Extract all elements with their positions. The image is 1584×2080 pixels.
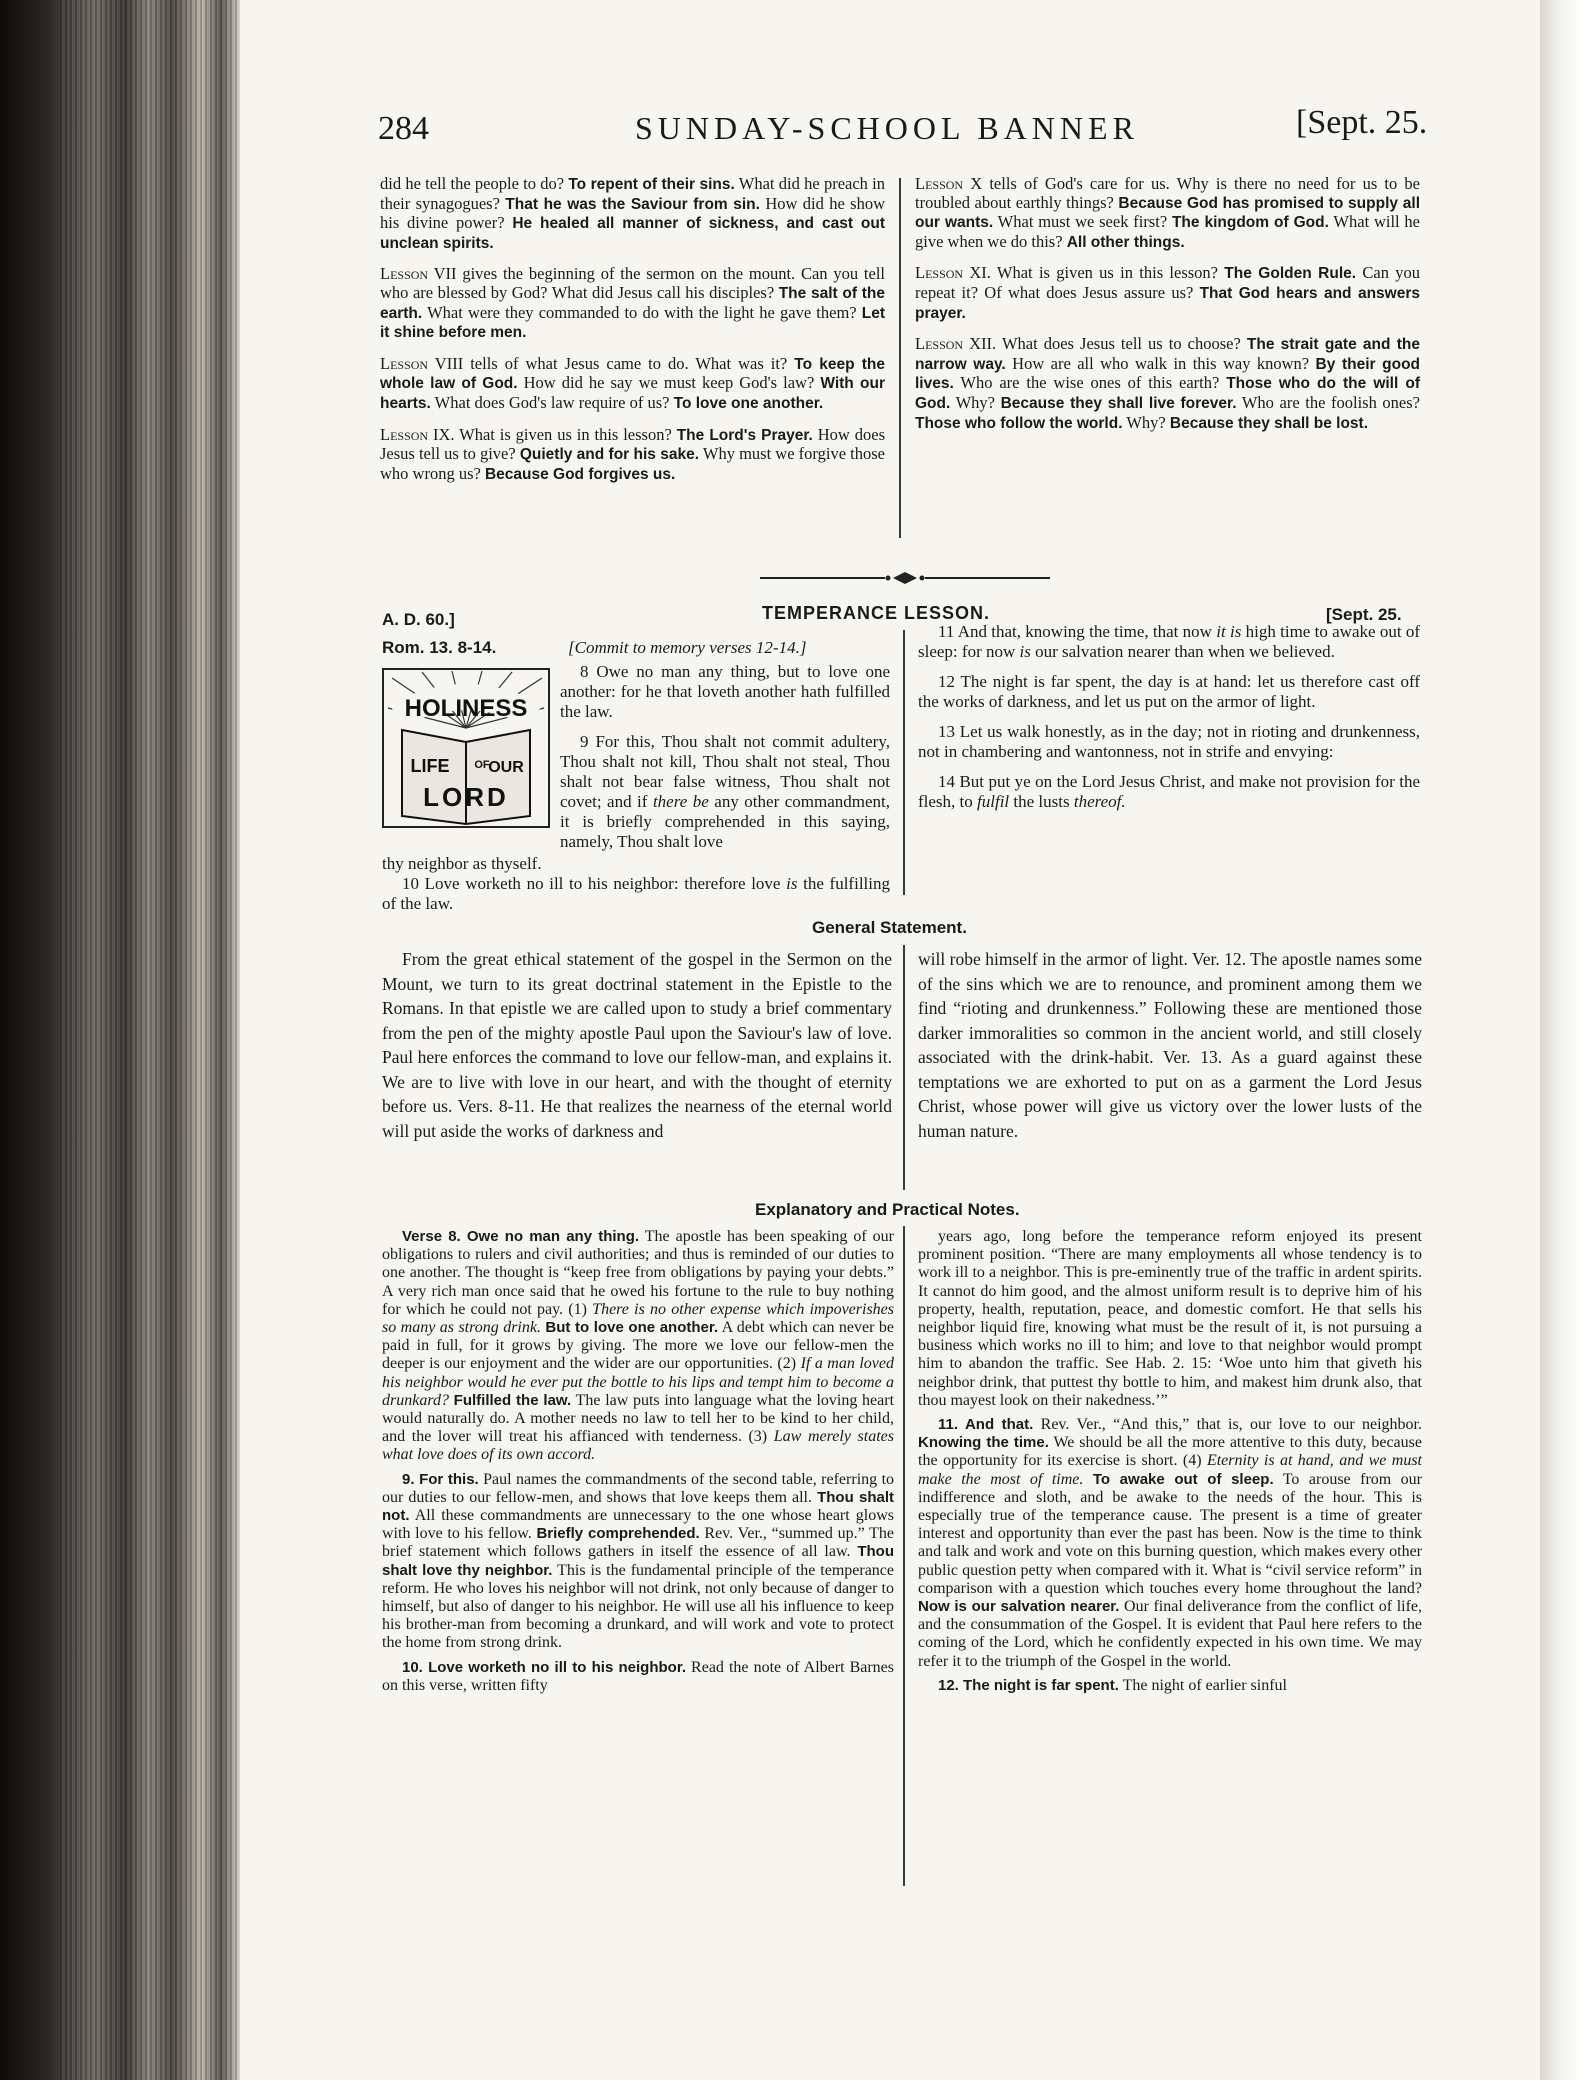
- paragraph: [918, 722, 1420, 762]
- bold-run: 11. And that.: [938, 1416, 1034, 1434]
- bold-run: He healed all manner of sickness, and cast out unclean spirits.: [380, 215, 886, 252]
- paragraph: [380, 265, 885, 342]
- bold-run: 12. The night is far spent.: [938, 1676, 1119, 1694]
- text-run: years ago, long before the temperance reform enjoyed its present prominent position. “There are many employments all whose tendency is to work ill to a neighbor. This is pre-eminently true of the traffic in ardent spirits. It cannot do him good, and the almost uniform result is to deprive him of his property, health, reputation, peace, and domestic comfort. He that sells his neighbor liquid fire, knowing what must be the result of it, is not pursuing a business which works no ill to him; and love to that neighbor would prompt him to abandon the traffic. See Hab. 2. 15: ‘Woe unto him that giveth his neighbor drink, that puttest thy bottle to him, and makest him drunk also, that thou mayest look on their nakedness.’”: [918, 1228, 1422, 1409]
- bold-run: Thou shalt love thy neighbor.: [382, 1543, 894, 1579]
- bold-run: Briefly comprehended.: [536, 1525, 700, 1543]
- text-run: 9 For this, Thou shalt not commit adultery, Thou shalt not kill, Thou shalt not steal, Thou shalt not bear false witness, Thou shalt not covet; and if: [560, 732, 890, 811]
- text-run: How did he show his divine power?: [380, 193, 885, 233]
- paragraph: [560, 732, 890, 852]
- holiness-emblem: [382, 668, 550, 828]
- emblem-life-text: LIFE: [410, 756, 450, 776]
- text-run: VIII tells of what Jesus came to do. What was it?: [428, 353, 795, 373]
- paragraph: [382, 1228, 894, 1465]
- bold-run: Thou shalt not.: [382, 1488, 895, 1525]
- text-run: Our final deliverance from the conflict of life, and the consummation of the Gospel. It is evident that Paul here refers to the coming of the Lord, which he confidently expected in his own time. We may refer it to the triumph of the Gospel in the world.: [918, 1598, 1423, 1670]
- paragraph: [918, 1416, 1422, 1671]
- text-run: Can you repeat it? Of what does Jesus assure us?: [915, 263, 1420, 302]
- column-rule: [899, 178, 901, 538]
- paragraph: [382, 874, 890, 914]
- text-run: All these commandments are unnecessary to the one whose heart glows with love to his fellow.: [382, 1507, 894, 1543]
- text-run: Who are the wise ones of this earth?: [953, 373, 1227, 393]
- page-edges: [60, 0, 240, 2080]
- paragraph: [380, 355, 885, 414]
- emblem-bottom-text: LORD: [423, 782, 509, 812]
- italic-run: it is: [1216, 622, 1242, 641]
- bold-run: With our hearts.: [380, 375, 885, 412]
- text-run: Rev. Ver., “summed up.” The brief statement which follows gathers in itself the essence of all law.: [382, 1525, 895, 1561]
- text-run: Paul names the commandments of the second table, referring to our duties to our fellow-men, and shows that love keeps them all.: [382, 1470, 895, 1506]
- bold-run: Because God has promised to supply all our wants.: [915, 194, 1420, 232]
- bold-run: Because they shall live forever.: [1000, 394, 1237, 412]
- verses-full: [382, 854, 890, 924]
- lesson-date: [Sept. 25.: [1326, 605, 1402, 624]
- emblem-top-text: HOLINESS: [404, 695, 528, 722]
- text-run: What did he preach in their synagogues?: [380, 174, 886, 213]
- paragraph: [918, 772, 1420, 812]
- text-run: Why?: [1122, 412, 1170, 432]
- text-run: This is the fundamental principle of the temperance reform. He who loves his neighbor will not drink, not only because of danger to himself, but also of danger to his neighbor. He will use all his influence to keep his brother-man from becoming a drunkard, and will work and vote to protect the home from strong drink.: [382, 1561, 894, 1652]
- italic-run: If a man loved his neighbor would he ever put the bottle to his lips and tempt him to become a drunkard?: [382, 1355, 894, 1409]
- paragraph: [918, 1228, 1422, 1410]
- bold-run: Those who do the will of God.: [915, 375, 1420, 412]
- paragraph: [918, 1677, 1422, 1695]
- text-run: The apostle has been speaking of our obligations to rulers and civil authorities; and thus is reminded of our duties to one another. The thought is “keep free from obligations by paying your debts.” A very rich man once said that he owed his fortune to the rule to buy nothing for which he could not pay. (1): [382, 1228, 894, 1318]
- text-run: Rev. Ver., “And this,” that is, our love to our neighbor.: [1033, 1416, 1423, 1434]
- bold-run: 9. For this.: [402, 1470, 479, 1488]
- bold-run: Because God forgives us.: [484, 465, 676, 483]
- text-run: To arouse from our indifference and sloth, and be awake to the needs of the hour. This is especially true of the temperance cause. The present is a time of greater interest and opportunity than ever the past has been. Now is the time to think and talk and work and vote on this burning question, which makes every other public question petty when compared with it. What is “civil service reform” in comparison with a question which touches every home throughout the land?: [918, 1470, 1423, 1597]
- paragraph: [918, 622, 1420, 662]
- facing-page-edge: [1540, 0, 1584, 2080]
- text-run: thy neighbor as thyself.: [382, 854, 542, 873]
- text-run: 14 But put ye on the Lord Jesus Christ, and make not provision for the flesh, to: [918, 772, 1420, 811]
- paragraph: [915, 335, 1420, 433]
- bold-run: Let it shine before men.: [380, 304, 885, 342]
- bold-run: The kingdom of God.: [1171, 214, 1329, 232]
- text-run: We should be all the more attentive to this duty, because the opportunity for its exercise is short. (4): [918, 1434, 1422, 1470]
- italic-run: there be: [652, 792, 709, 811]
- italic-run: thereof.: [1073, 792, 1126, 811]
- text-run: What does God's law require of us?: [430, 392, 674, 412]
- emblem-our-text: OUR: [488, 759, 524, 776]
- text-run: What will he give when we do this?: [915, 212, 1420, 251]
- text-run: the fulfilling of the law.: [382, 874, 890, 913]
- bold-run: But to love one another.: [545, 1319, 719, 1337]
- ornamental-divider: [760, 568, 1050, 588]
- bold-run: The salt of the earth.: [380, 284, 885, 322]
- text-run: Why must we forgive those who wrong us?: [380, 444, 885, 483]
- bold-run: Quietly and for his sake.: [519, 446, 700, 464]
- bold-run: Verse 8. Owe no man any thing.: [402, 1228, 640, 1245]
- paragraph: [382, 1471, 894, 1653]
- notes-left: [382, 1228, 894, 1701]
- italic-run: is: [1019, 642, 1031, 661]
- text-run: 13 Let us walk honestly, as in the day; not in rioting and drunkenness, not in chambering and wantonness, not in strife and envying:: [918, 722, 1420, 761]
- italic-run: fulfil: [977, 792, 1010, 811]
- text-run: Lesson: [380, 424, 429, 444]
- text-run: 12 The night is far spent, the day is at hand: let us therefore cast off the works of darkness, and let us put on the armor of light.: [918, 672, 1420, 711]
- top-right-column: [915, 175, 1420, 445]
- bold-run: The strait gate and the narrow way.: [915, 336, 1420, 373]
- bold-run: The Lord's Prayer.: [676, 426, 813, 444]
- bold-run: By their good lives.: [915, 355, 1421, 393]
- bold-run: Fulfilled the law.: [453, 1391, 572, 1409]
- emblem-of-text: OF: [474, 759, 490, 771]
- bold-run: Because they shall be lost.: [1169, 414, 1369, 432]
- bold-run: All other things.: [1066, 233, 1185, 251]
- text-run: [1083, 1471, 1092, 1488]
- text-run: VII gives the beginning of the sermon on the mount. Can you tell who are blessed by God? What did Jesus call his disciples?: [380, 264, 885, 302]
- paragraph: [560, 662, 890, 722]
- bold-run: Now is our salvation nearer.: [918, 1598, 1120, 1616]
- page-number: 284: [378, 110, 429, 147]
- italic-run: There is no other expense which impoverishes so many as strong drink.: [382, 1300, 894, 1337]
- text-run: The law puts into language what the loving heart would naturally do. A mother needs no law to tell her to be kind to her child, and the lover will treat his affianced with tenderness. (3): [382, 1391, 895, 1446]
- bold-run: That God hears and answers prayer.: [915, 284, 1420, 322]
- bold-run: 10. Love worketh no ill to his neighbor.: [402, 1658, 687, 1676]
- book-spine: [0, 0, 240, 2080]
- notes-right: [918, 1228, 1422, 1701]
- bold-run: To repent of their sins.: [568, 176, 735, 193]
- bold-run: The Golden Rule.: [1224, 265, 1357, 283]
- verses-wrap: [560, 662, 890, 862]
- text-run: How are all who walk in this way known?: [1005, 353, 1316, 373]
- running-date: [Sept. 25.: [1296, 104, 1428, 141]
- lesson-year: A. D. 60.]: [382, 610, 455, 629]
- column-rule: [903, 630, 905, 895]
- text-run: What were they commanded to do with the light he gave them?: [422, 302, 862, 322]
- paragraph: [915, 264, 1420, 323]
- text-run: did he tell the people to do?: [380, 174, 569, 193]
- text-run: 11 And that, knowing the time, that now: [938, 622, 1217, 641]
- text-run: our salvation nearer than when we believed.: [1030, 642, 1335, 661]
- general-statement-right: will robe himself in the armor of light. Ver. 12. The apostle names some of the sins which we are to renounce, and prominent among them we find “rioting and drunkenness.” Following these are mentioned those darker immoralities so common in the ancient world, and still closely associated with the drink-habit. Ver. 13. As a guard against these temptations we are exhorted to put on as a garment the Lord Jesus Christ, whose power will give us victory over the lower lusts of the human nature.: [918, 949, 1422, 1141]
- text-run: Lesson: [380, 264, 429, 284]
- general-statement-heading: General Statement.: [812, 918, 967, 937]
- notes-heading: Explanatory and Practical Notes.: [755, 1200, 1020, 1219]
- text-run: What must we seek first?: [993, 212, 1172, 232]
- text-run: XI. What is given us in this lesson?: [963, 263, 1225, 283]
- text-run: Why?: [950, 392, 1001, 412]
- text-run: Lesson: [380, 353, 429, 373]
- italic-run: Law merely states what love does of its own accord.: [382, 1428, 894, 1464]
- text-run: A debt which can never be paid in full, for it grows by giving. The more we love our fellow-men the deeper is our enjoyment and the wider are our opportunities. (2): [382, 1319, 894, 1373]
- italic-run: is: [786, 874, 798, 893]
- text-run: How did he say we must keep God's law?: [517, 373, 821, 393]
- paragraph: [382, 854, 890, 874]
- text-run: Read the note of Albert Barnes on this verse, written fifty: [382, 1658, 895, 1694]
- text-run: the lusts: [1009, 792, 1074, 811]
- column-rule: [903, 1226, 905, 1886]
- bold-run: To awake out of sleep.: [1092, 1470, 1274, 1488]
- text-run: Lesson: [915, 334, 964, 354]
- paragraph: [380, 175, 885, 253]
- text-run: The night of earlier sinful: [1118, 1676, 1287, 1694]
- text-run: Lesson: [915, 263, 964, 283]
- paragraph: [918, 672, 1420, 712]
- bold-run: To love one another.: [673, 394, 824, 412]
- text-run: XII. What does Jesus tell us to choose?: [963, 334, 1247, 354]
- lesson-reference: Rom. 13. 8-14.: [382, 638, 497, 657]
- paragraph: [380, 426, 885, 485]
- bold-run: Knowing the time.: [918, 1434, 1049, 1452]
- paragraph: [382, 1659, 894, 1695]
- text-run: 8 Owe no man any thing, but to love one another: for he that loveth another hath fulfilled the law.: [560, 662, 890, 721]
- bold-run: Those who follow the world.: [915, 414, 1123, 432]
- commit-to-memory: [Commit to memory verses 12-14.]: [568, 638, 807, 657]
- text-run: 10 Love worketh no ill to his neighbor: therefore love: [402, 874, 787, 893]
- text-run: Who are the foolish ones?: [1236, 392, 1420, 412]
- running-title: SUNDAY-SCHOOL BANNER: [635, 110, 1139, 146]
- column-rule: [903, 945, 905, 1190]
- verses-right: [918, 622, 1420, 822]
- text-run: X tells of God's care for us. Why is there no need for us to be troubled about earthly things?: [915, 174, 1420, 212]
- bold-run: To keep the whole law of God.: [380, 355, 886, 393]
- lesson-title: TEMPERANCE LESSON.: [762, 603, 991, 623]
- text-run: IX. What is given us in this lesson?: [428, 424, 677, 444]
- text-run: any other commandment, it is briefly comprehended in this saying, namely, Thou shalt love: [560, 792, 890, 851]
- general-statement-left: From the great ethical statement of the gospel in the Sermon on the Mount, we turn to its great doctrinal statement in the Epistle to the Romans. In that epistle we are called upon to study a brief commentary from the pen of the mighty apostle Paul upon the Saviour's law of love. Paul here enforces the command to love our fellow-man, and explains it. We are to live with love in our heart, and with the thought of eternity before us. Vers. 8-11. He that realizes the nearness of the eternal world will put aside the works of darkness and: [382, 949, 892, 1141]
- italic-run: Eternity is at hand, and we must make the most of time.: [918, 1452, 1423, 1488]
- top-left-column: [380, 175, 885, 496]
- text-run: Lesson: [915, 174, 964, 193]
- paragraph: [915, 175, 1420, 252]
- bold-run: That he was the Saviour from sin.: [505, 195, 760, 213]
- text-run: How does Jesus tell us to give?: [380, 424, 885, 464]
- text-run: high time to awake out of sleep: for now: [918, 622, 1420, 661]
